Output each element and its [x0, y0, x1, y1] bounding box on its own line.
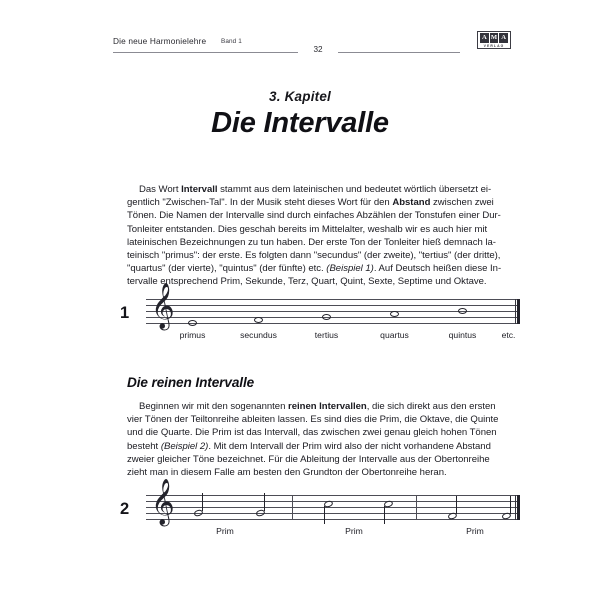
text-run: . Auf Deutsch heißen diese In-	[373, 263, 502, 275]
text-run: besteht	[127, 440, 161, 452]
text-run: "quartus" (der vierte), "quintus" (der fünfte) etc.	[127, 263, 327, 275]
note-label: quartus	[380, 330, 409, 340]
example-number: 1	[120, 304, 130, 322]
barline	[416, 495, 417, 520]
text-line	[127, 249, 517, 262]
text-line	[127, 453, 517, 466]
note-label: Prim	[216, 526, 234, 536]
emphasis-bold: Abstand	[392, 197, 431, 209]
text-run: , die sich direkt aus den ersten	[366, 401, 496, 412]
text-line	[127, 426, 517, 439]
text-run: zwischen zwei	[430, 197, 494, 209]
paragraph-reine-intervalle	[127, 400, 517, 479]
staff-line	[146, 317, 520, 318]
logo-letter-a1: A	[480, 33, 489, 43]
notehead-whole	[188, 320, 197, 326]
emphasis-bold: Intervall	[181, 184, 218, 195]
emphasis-bold: reinen Intervallen	[288, 401, 367, 412]
note-label: primus	[179, 330, 206, 340]
text-line	[127, 223, 517, 236]
note-label: tertius	[314, 330, 339, 340]
text-run: Das Wort	[139, 184, 182, 195]
text-line	[127, 209, 517, 222]
note-stem	[510, 496, 511, 514]
text-run: zieht man in diesem Falle am besten den Grundton der Obertonreihe heran.	[127, 467, 447, 479]
staff	[146, 479, 520, 536]
text-line	[127, 183, 517, 196]
text-run: teinisch "primus": der erste. Es folgten dann "secundus" (der zweite), "tertius" (der dritte),	[127, 250, 501, 262]
notehead-whole	[458, 308, 467, 314]
text-run: zweier gleicher Töne bezeichnet. Für die Ableitung der Intervalle aus der Obertonreihe	[127, 453, 490, 465]
text-run: gentlich "Zwischen-Tal". In der Musik steht dieses Wort für den	[127, 197, 393, 209]
paragraph-intervall-definition	[127, 183, 517, 289]
text-line	[127, 413, 517, 426]
logo-letters	[480, 33, 509, 43]
note-label: quintus	[448, 330, 477, 340]
chapter-number: 3. Kapitel	[268, 89, 332, 104]
text-line	[127, 440, 517, 453]
staff	[146, 283, 520, 340]
text-line	[127, 466, 517, 479]
text-run: lateinischen Bezeichnungen zu tun haben. Der erste Ton der Tonleiter hieß demnach la-	[127, 236, 496, 248]
text-line	[127, 196, 517, 209]
logo-letter-m: M	[490, 34, 498, 42]
music-example-1	[120, 283, 520, 348]
text-run: tervalle entsprechend Prim, Sekunde, Terz, Quart, Quint, Sexte, Septime und Oktave.	[127, 276, 487, 288]
logo-letter-a2: A	[499, 33, 508, 43]
staff-line	[146, 305, 520, 306]
note-stem	[264, 493, 265, 511]
text-run: . Mit dem Intervall der Prim wird also der nicht vorhandene Abstand	[208, 440, 491, 452]
end-barline-thin	[515, 495, 516, 520]
staff-line	[146, 323, 520, 324]
text-run: und die Quarte. Die Prim ist das Intervall, das zwischen zwei genau gleich hohen Tönen	[127, 427, 497, 439]
example-number: 2	[120, 500, 130, 518]
text-run: Beginnen wir mit den sogenannten	[139, 401, 289, 412]
notehead-whole	[322, 314, 331, 320]
book-title: Die neue Harmonielehre	[113, 36, 207, 46]
example-reference: (Beispiel 2)	[160, 440, 209, 452]
section-heading: Die reinen Intervalle	[127, 375, 255, 390]
note-stem	[202, 493, 203, 511]
end-barline-thick	[517, 299, 520, 324]
text-line	[127, 262, 517, 275]
note-stem	[456, 496, 457, 514]
header-rule-left	[113, 52, 298, 53]
example-reference: (Beispiel 1)	[326, 263, 374, 275]
treble-clef-icon: 𝄞	[151, 479, 175, 525]
end-barline-thin	[515, 299, 516, 324]
logo-subtitle: VERLAG	[483, 43, 505, 48]
volume-label: Band 1	[221, 37, 242, 45]
staff-line	[146, 299, 520, 300]
barline	[292, 495, 293, 520]
text-run: stammt aus dem lateinischen und bedeutet wörtlich übersetzt ei-	[217, 184, 492, 195]
page-title: Die Intervalle	[211, 107, 389, 139]
text-run: Tonleiter entstanden. Dies geschah bereits im Mittelalter, weshalb wir es auch hier mit	[127, 223, 488, 235]
text-line	[127, 236, 517, 249]
running-head	[113, 36, 513, 60]
note-label: etc.	[501, 330, 516, 340]
note-stem	[324, 506, 325, 524]
staff-line	[146, 519, 520, 520]
note-label: secundus	[240, 330, 277, 340]
note-label: Prim	[466, 526, 484, 536]
end-barline-thick	[517, 495, 520, 520]
text-run: Tönen. Die Namen der Intervalle sind durch einfaches Abzählen der Tonstufen einer Dur-	[127, 210, 501, 222]
header-rule-right	[338, 52, 460, 53]
text-line	[127, 275, 517, 288]
music-example-2	[120, 479, 520, 544]
note-label: Prim	[345, 526, 363, 536]
page-number: 32	[313, 45, 323, 54]
note-stem	[384, 506, 385, 524]
publisher-logo	[477, 31, 511, 49]
text-line	[127, 400, 517, 413]
treble-clef-icon: 𝄞	[151, 283, 175, 329]
text-run: vier Tönen der Teiltonreihe ableiten lassen. Es sind dies die Prim, die Oktave, die Quinte	[127, 414, 499, 426]
